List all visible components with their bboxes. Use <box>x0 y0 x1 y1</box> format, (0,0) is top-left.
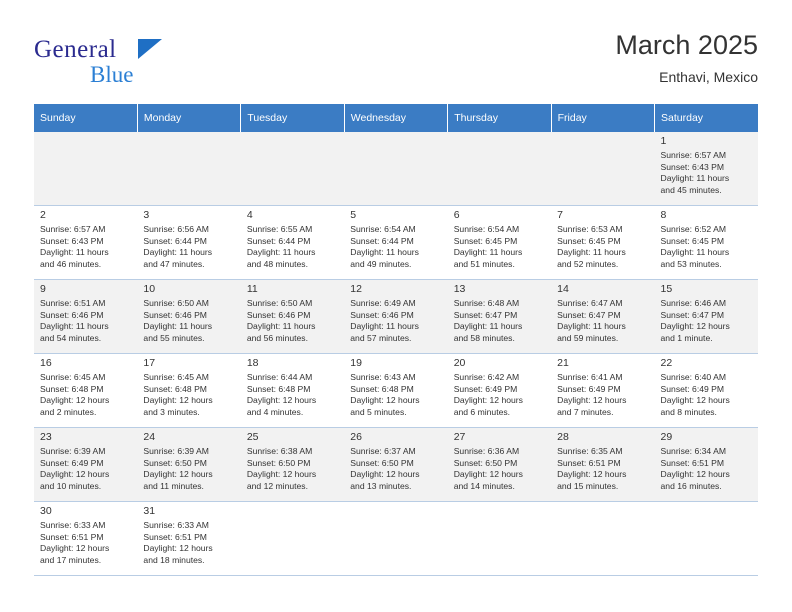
calendar-empty-cell <box>551 502 654 576</box>
day-detail-line: Sunrise: 6:56 AM <box>143 224 209 234</box>
weekday-header-sunday: Sunday <box>34 104 137 132</box>
day-detail-line: Sunset: 6:51 PM <box>557 457 621 468</box>
day-details <box>143 446 235 492</box>
day-detail-line: Sunrise: 6:53 AM <box>557 224 623 234</box>
day-number: 3 <box>143 209 150 221</box>
day-details <box>661 446 753 492</box>
day-detail-line: Sunset: 6:45 PM <box>557 235 621 246</box>
day-detail-line: Sunset: 6:46 PM <box>350 309 414 320</box>
day-number: 2 <box>40 209 46 221</box>
day-number: 28 <box>557 431 569 443</box>
calendar-day-cell[interactable] <box>344 280 447 354</box>
day-detail-line: Sunset: 6:49 PM <box>453 383 518 394</box>
day-number: 21 <box>557 357 569 369</box>
day-details <box>247 224 339 270</box>
title-block <box>338 28 758 86</box>
day-detail-line: Daylight: 12 hours <box>246 395 317 406</box>
day-details <box>143 298 235 344</box>
calendar-week-row <box>34 206 758 280</box>
day-details <box>557 224 649 270</box>
day-detail-line: Sunset: 6:50 PM <box>453 457 518 468</box>
brand-name-blue: Blue <box>90 62 134 87</box>
day-number: 13 <box>453 283 466 295</box>
day-details <box>350 224 442 270</box>
day-detail-line: Sunrise: 6:54 AM <box>350 224 416 234</box>
day-number: 10 <box>143 283 156 295</box>
day-number: 30 <box>40 505 52 517</box>
brand-name-general: General <box>34 36 117 63</box>
calendar-header-row <box>34 104 758 132</box>
day-detail-line: Sunset: 6:45 PM <box>453 235 518 246</box>
calendar-table <box>34 104 758 576</box>
calendar-empty-cell <box>448 502 551 576</box>
day-detail-line: Sunrise: 6:37 AM <box>350 446 416 456</box>
day-number: 31 <box>143 505 156 517</box>
day-detail-line: Sunset: 6:50 PM <box>143 457 207 468</box>
day-detail-line: and 51 minutes. <box>453 258 515 269</box>
day-detail-line: and 48 minutes. <box>246 258 308 269</box>
day-detail-line: Daylight: 12 hours <box>350 395 420 406</box>
day-detail-line: Daylight: 12 hours <box>40 395 110 406</box>
day-detail-line: Daylight: 12 hours <box>557 395 627 406</box>
day-detail-line: Sunrise: 6:51 AM <box>40 298 106 308</box>
day-detail-line: Sunrise: 6:52 AM <box>660 224 726 234</box>
page-title: March 2025 <box>615 30 758 60</box>
day-detail-line: Sunrise: 6:38 AM <box>246 446 313 456</box>
calendar-empty-cell <box>655 502 758 576</box>
day-details <box>661 298 753 344</box>
day-detail-line: Daylight: 11 hours <box>143 247 213 258</box>
day-detail-line: Daylight: 12 hours <box>40 543 110 554</box>
day-detail-line: Sunrise: 6:57 AM <box>40 224 106 234</box>
day-detail-line: Sunrise: 6:36 AM <box>453 446 520 456</box>
day-detail-line: Sunset: 6:51 PM <box>40 531 104 542</box>
calendar-day-cell[interactable] <box>34 428 137 502</box>
day-detail-line: Sunrise: 6:55 AM <box>246 224 313 234</box>
day-detail-line: and 16 minutes. <box>660 480 722 491</box>
day-details <box>350 298 442 344</box>
day-detail-line: and 57 minutes. <box>350 332 412 343</box>
day-detail-line: and 7 minutes. <box>557 406 614 417</box>
day-number: 26 <box>350 431 362 443</box>
brand-logo <box>34 36 234 90</box>
day-detail-line: Sunset: 6:49 PM <box>40 457 104 468</box>
calendar-day-cell[interactable] <box>137 206 240 280</box>
day-detail-line: Sunrise: 6:42 AM <box>453 372 520 382</box>
day-number: 14 <box>557 283 569 295</box>
day-detail-line: Sunrise: 6:44 AM <box>246 372 313 382</box>
day-detail-line: Daylight: 11 hours <box>246 247 316 258</box>
calendar-day-cell[interactable] <box>551 428 654 502</box>
day-detail-line: Sunset: 6:45 PM <box>660 235 725 246</box>
day-detail-line: and 10 minutes. <box>40 480 102 491</box>
day-number: 9 <box>40 283 46 295</box>
day-detail-line: Daylight: 11 hours <box>453 321 523 332</box>
day-details <box>557 446 649 492</box>
day-detail-line: Daylight: 12 hours <box>660 469 730 480</box>
day-details <box>454 224 546 270</box>
day-details <box>40 520 132 566</box>
day-detail-line: Sunset: 6:46 PM <box>40 309 104 320</box>
day-detail-line: and 17 minutes. <box>40 554 102 565</box>
day-detail-line: Daylight: 11 hours <box>40 321 109 332</box>
calendar-day-cell[interactable] <box>137 502 240 576</box>
day-number: 1 <box>660 135 667 147</box>
day-detail-line: Daylight: 11 hours <box>557 321 626 332</box>
day-detail-line: Sunset: 6:51 PM <box>143 531 207 542</box>
day-detail-line: and 49 minutes. <box>350 258 412 269</box>
day-number: 24 <box>143 431 156 443</box>
day-details <box>350 446 442 492</box>
calendar-day-cell[interactable] <box>344 206 447 280</box>
calendar-week-row <box>34 428 758 502</box>
day-detail-line: Sunset: 6:44 PM <box>350 235 414 246</box>
calendar-day-cell[interactable] <box>448 280 551 354</box>
day-details <box>143 224 235 270</box>
day-detail-line: Daylight: 11 hours <box>557 247 626 258</box>
calendar-week-row <box>34 132 758 206</box>
day-details <box>143 372 235 418</box>
day-detail-line: Daylight: 11 hours <box>40 247 109 258</box>
day-details <box>661 150 753 196</box>
day-detail-line: and 56 minutes. <box>246 332 308 343</box>
calendar-day-cell[interactable] <box>655 206 758 280</box>
weekday-header-monday: Monday <box>137 104 240 132</box>
day-detail-line: Sunset: 6:50 PM <box>350 457 414 468</box>
weekday-header-saturday: Saturday <box>655 104 758 132</box>
day-detail-line: Sunset: 6:44 PM <box>246 235 311 246</box>
calendar-day-cell[interactable] <box>448 354 551 428</box>
day-detail-line: Sunrise: 6:48 AM <box>453 298 520 308</box>
day-detail-line: Sunrise: 6:45 AM <box>40 372 106 382</box>
day-detail-line: Sunset: 6:48 PM <box>40 383 104 394</box>
day-detail-line: and 54 minutes. <box>40 332 102 343</box>
day-detail-line: and 2 minutes. <box>40 406 97 417</box>
day-number: 25 <box>246 431 259 443</box>
calendar-day-cell[interactable] <box>448 206 551 280</box>
day-details <box>143 520 235 566</box>
day-number: 11 <box>246 283 258 295</box>
day-detail-line: Sunrise: 6:57 AM <box>660 150 726 160</box>
day-number: 22 <box>660 357 673 369</box>
day-details <box>247 372 339 418</box>
calendar-day-cell[interactable] <box>655 132 758 206</box>
day-detail-line: Sunrise: 6:54 AM <box>453 224 520 234</box>
calendar-day-cell[interactable] <box>137 354 240 428</box>
day-detail-line: and 46 minutes. <box>40 258 102 269</box>
day-detail-line: Sunset: 6:46 PM <box>143 309 207 320</box>
day-detail-line: Sunrise: 6:35 AM <box>557 446 623 456</box>
calendar-empty-cell <box>344 502 447 576</box>
day-detail-line: Daylight: 11 hours <box>350 321 419 332</box>
calendar-day-cell[interactable] <box>137 280 240 354</box>
day-details <box>40 372 132 418</box>
calendar-week-row <box>34 354 758 428</box>
day-number: 6 <box>453 209 460 221</box>
weekday-header-friday: Friday <box>551 104 654 132</box>
calendar-day-cell[interactable] <box>34 280 137 354</box>
day-detail-line: and 45 minutes. <box>660 184 722 195</box>
day-detail-line: Daylight: 11 hours <box>143 321 213 332</box>
day-detail-line: Daylight: 12 hours <box>143 395 213 406</box>
day-details <box>454 372 546 418</box>
day-detail-line: Sunrise: 6:40 AM <box>660 372 726 382</box>
day-number: 18 <box>246 357 259 369</box>
day-detail-line: Sunrise: 6:33 AM <box>143 520 209 530</box>
day-detail-line: and 1 minute. <box>660 332 713 343</box>
day-detail-line: Sunrise: 6:41 AM <box>557 372 623 382</box>
day-detail-line: Daylight: 12 hours <box>557 469 627 480</box>
day-detail-line: Daylight: 12 hours <box>660 395 730 406</box>
day-details <box>247 446 339 492</box>
day-details <box>454 446 546 492</box>
day-number: 27 <box>453 431 466 443</box>
day-detail-line: Daylight: 11 hours <box>660 247 730 258</box>
weekday-header-tuesday: Tuesday <box>241 104 344 132</box>
calendar-body <box>34 132 758 576</box>
calendar-empty-cell <box>34 132 137 206</box>
day-detail-line: Daylight: 12 hours <box>453 395 523 406</box>
day-detail-line: Daylight: 12 hours <box>143 469 213 480</box>
day-detail-line: and 8 minutes. <box>660 406 717 417</box>
calendar-empty-cell <box>241 502 344 576</box>
day-number: 4 <box>246 209 253 221</box>
day-detail-line: and 14 minutes. <box>453 480 515 491</box>
weekday-header-thursday: Thursday <box>448 104 551 132</box>
day-number: 5 <box>350 209 357 221</box>
day-number: 15 <box>660 283 673 295</box>
day-detail-line: and 12 minutes. <box>246 480 308 491</box>
calendar-empty-cell <box>241 132 344 206</box>
day-detail-line: and 4 minutes. <box>246 406 304 417</box>
day-detail-line: Daylight: 11 hours <box>660 173 730 184</box>
day-details <box>454 298 546 344</box>
location-label: Enthavi, Mexico <box>659 69 758 85</box>
calendar-day-cell[interactable] <box>448 428 551 502</box>
day-details <box>557 372 649 418</box>
day-detail-line: Sunset: 6:44 PM <box>143 235 207 246</box>
day-detail-line: and 15 minutes. <box>557 480 619 491</box>
day-detail-line: and 11 minutes. <box>143 480 204 491</box>
day-detail-line: Sunset: 6:43 PM <box>660 161 725 172</box>
calendar-day-cell[interactable] <box>344 354 447 428</box>
day-detail-line: Sunset: 6:49 PM <box>660 383 725 394</box>
day-detail-line: Daylight: 11 hours <box>246 321 316 332</box>
day-detail-line: and 3 minutes. <box>143 406 200 417</box>
day-number: 12 <box>350 283 362 295</box>
day-detail-line: and 59 minutes. <box>557 332 619 343</box>
day-detail-line: Daylight: 12 hours <box>143 543 213 554</box>
calendar-day-cell[interactable] <box>551 354 654 428</box>
calendar-day-cell[interactable] <box>241 428 344 502</box>
day-details <box>40 446 132 492</box>
day-detail-line: Sunrise: 6:39 AM <box>143 446 209 456</box>
day-detail-line: Sunrise: 6:39 AM <box>40 446 106 456</box>
day-number: 7 <box>557 209 563 221</box>
day-detail-line: and 13 minutes. <box>350 480 412 491</box>
day-detail-line: Sunset: 6:48 PM <box>350 383 414 394</box>
day-detail-line: and 58 minutes. <box>453 332 515 343</box>
calendar-day-cell[interactable] <box>655 428 758 502</box>
day-detail-line: Sunrise: 6:33 AM <box>40 520 106 530</box>
calendar-day-cell[interactable] <box>34 354 137 428</box>
day-details <box>40 224 132 270</box>
day-detail-line: and 53 minutes. <box>660 258 722 269</box>
day-detail-line: Sunset: 6:49 PM <box>557 383 621 394</box>
calendar-empty-cell <box>448 132 551 206</box>
day-details <box>40 298 132 344</box>
day-number: 19 <box>350 357 362 369</box>
day-details <box>247 298 339 344</box>
day-number: 29 <box>660 431 673 443</box>
day-detail-line: Daylight: 12 hours <box>40 469 110 480</box>
day-details <box>661 224 753 270</box>
calendar-week-row <box>34 502 758 576</box>
day-detail-line: Daylight: 11 hours <box>350 247 419 258</box>
calendar-day-cell[interactable] <box>34 502 137 576</box>
day-detail-line: Daylight: 12 hours <box>350 469 420 480</box>
day-detail-line: Sunset: 6:43 PM <box>40 235 104 246</box>
day-detail-line: Sunset: 6:48 PM <box>143 383 207 394</box>
calendar-day-cell[interactable] <box>655 354 758 428</box>
day-number: 17 <box>143 357 156 369</box>
day-detail-line: Sunset: 6:47 PM <box>660 309 725 320</box>
day-details <box>661 372 753 418</box>
day-detail-line: Sunset: 6:47 PM <box>557 309 621 320</box>
page-header <box>34 28 758 96</box>
day-detail-line: and 47 minutes. <box>143 258 205 269</box>
weekday-header-wednesday: Wednesday <box>344 104 447 132</box>
day-detail-line: Sunrise: 6:43 AM <box>350 372 416 382</box>
day-detail-line: Sunrise: 6:50 AM <box>143 298 209 308</box>
flag-icon <box>138 39 162 59</box>
day-detail-line: and 18 minutes. <box>143 554 205 565</box>
calendar-day-cell[interactable] <box>551 280 654 354</box>
day-detail-line: Sunrise: 6:47 AM <box>557 298 623 308</box>
day-detail-line: Daylight: 12 hours <box>246 469 317 480</box>
day-number: 20 <box>453 357 466 369</box>
day-detail-line: Sunset: 6:50 PM <box>246 457 311 468</box>
day-detail-line: Sunset: 6:46 PM <box>246 309 311 320</box>
calendar-day-cell[interactable] <box>34 206 137 280</box>
calendar-empty-cell <box>344 132 447 206</box>
calendar-day-cell[interactable] <box>241 354 344 428</box>
day-detail-line: Daylight: 12 hours <box>660 321 730 332</box>
calendar-day-cell[interactable] <box>137 428 240 502</box>
calendar-day-cell[interactable] <box>241 206 344 280</box>
day-details <box>350 372 442 418</box>
calendar-day-cell[interactable] <box>551 206 654 280</box>
day-detail-line: and 52 minutes. <box>557 258 619 269</box>
day-detail-line: Sunrise: 6:49 AM <box>350 298 416 308</box>
day-number: 8 <box>660 209 667 221</box>
day-detail-line: and 6 minutes. <box>453 406 511 417</box>
calendar-week-row <box>34 280 758 354</box>
day-number: 23 <box>40 431 52 443</box>
day-detail-line: Sunrise: 6:34 AM <box>660 446 726 456</box>
calendar-day-cell[interactable] <box>655 280 758 354</box>
day-number: 16 <box>40 357 52 369</box>
day-detail-line: Sunset: 6:51 PM <box>660 457 725 468</box>
calendar-day-cell[interactable] <box>241 280 344 354</box>
calendar-empty-cell <box>137 132 240 206</box>
day-detail-line: and 55 minutes. <box>143 332 205 343</box>
day-detail-line: Sunrise: 6:45 AM <box>143 372 209 382</box>
day-details <box>557 298 649 344</box>
day-detail-line: Sunset: 6:47 PM <box>453 309 518 320</box>
calendar-day-cell[interactable] <box>344 428 447 502</box>
day-detail-line: Sunrise: 6:50 AM <box>246 298 313 308</box>
calendar-empty-cell <box>551 132 654 206</box>
day-detail-line: Daylight: 11 hours <box>453 247 523 258</box>
day-detail-line: and 5 minutes. <box>350 406 407 417</box>
day-detail-line: Sunrise: 6:46 AM <box>660 298 726 308</box>
day-detail-line: Sunset: 6:48 PM <box>246 383 311 394</box>
day-detail-line: Daylight: 12 hours <box>453 469 523 480</box>
